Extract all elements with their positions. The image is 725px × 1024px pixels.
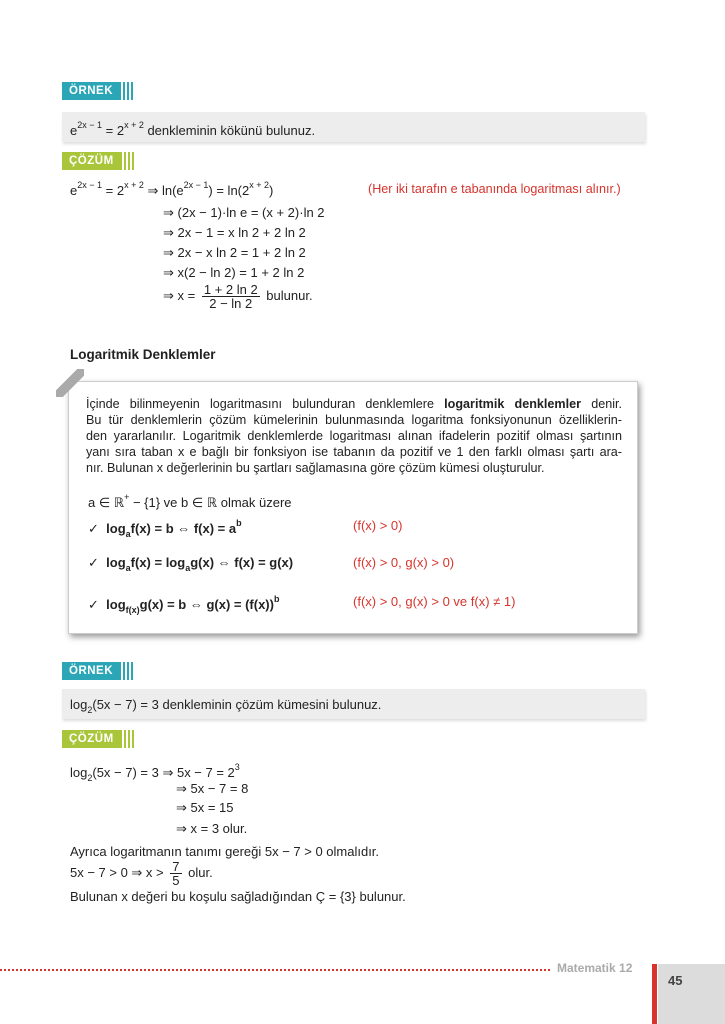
text: e bbox=[70, 183, 78, 198]
text: ⇒ 5x − 7 = 8 bbox=[176, 781, 249, 796]
superscript: 2x − 1 bbox=[77, 180, 103, 190]
solution-badge-label: ÇÖZÜM bbox=[62, 730, 122, 748]
superscript: x + 2 bbox=[249, 180, 269, 190]
rule-formula bbox=[106, 518, 242, 539]
paragraph-line bbox=[86, 412, 622, 428]
text: = 2 bbox=[102, 123, 125, 138]
subscript: 2 bbox=[87, 773, 93, 783]
paragraph-line bbox=[86, 396, 622, 412]
check-icon: ✓ bbox=[88, 597, 99, 612]
example-question bbox=[70, 697, 381, 715]
denominator: 5 bbox=[172, 873, 180, 888]
text: a ∈ ℝ bbox=[88, 495, 125, 510]
text: (5x − 7) = 3 denkleminin çözüm kümesini bulunuz. bbox=[92, 697, 382, 712]
solution-text bbox=[70, 860, 213, 887]
paragraph-line bbox=[86, 428, 622, 444]
definition-paragraph bbox=[86, 396, 622, 476]
solution-line bbox=[70, 180, 273, 199]
bold-text: g(x) = b ⇔ g(x) = (f(x)) bbox=[139, 597, 274, 612]
rule-constraint: (f(x) > 0, g(x) > 0) bbox=[353, 555, 455, 570]
badge-stripes bbox=[124, 730, 134, 748]
solution-line bbox=[163, 265, 304, 281]
badge-stripes bbox=[124, 152, 134, 170]
example-question bbox=[70, 120, 315, 138]
bold-text: f(x) = b ⇔ f(x) = a bbox=[130, 521, 237, 536]
text: = 2 bbox=[102, 183, 125, 198]
numerator: 1 + 2 ln 2 bbox=[203, 282, 258, 297]
text: nır. Bulunan x değerlerinin bu şartları sağlamasına göre çözüm kümesi oluşturulur. bbox=[86, 461, 545, 475]
subscript: f(x) bbox=[125, 605, 140, 615]
bold-text: logaritmik denklemler bbox=[444, 397, 582, 411]
text: log bbox=[70, 765, 88, 780]
condition-line bbox=[88, 492, 292, 511]
text: ⇒ ln(e bbox=[143, 183, 184, 198]
rule-formula bbox=[106, 555, 294, 573]
badge-stripes bbox=[123, 662, 133, 680]
text: Ayrıca logaritmanın tanımı gereği 5x − 7 > 0 olmalıdır. bbox=[70, 844, 380, 859]
solution-line bbox=[163, 205, 325, 221]
fraction bbox=[202, 283, 260, 310]
footer-book-title: Matematik 12 bbox=[557, 961, 633, 975]
fraction bbox=[170, 860, 181, 887]
superscript: b bbox=[273, 594, 280, 604]
text: denkleminin kökünü bulunuz. bbox=[143, 123, 316, 138]
text: (5x − 7) = 3 ⇒ 5x − 7 = 2 bbox=[92, 765, 235, 780]
superscript: b bbox=[236, 518, 242, 528]
bold-text: f(x) = log bbox=[130, 555, 186, 570]
solution-text bbox=[70, 844, 379, 859]
text: olur. bbox=[184, 864, 213, 880]
subscript: 2 bbox=[87, 705, 93, 715]
corner-stripe-decoration bbox=[56, 369, 84, 397]
footer-red-bar bbox=[652, 964, 657, 1024]
text: yanı sıra taban x e bağlı bir fonksiyon ise tabanın da pozitif ve 1 den farklı olması şartı ara- bbox=[86, 445, 622, 459]
text: denir. bbox=[581, 397, 623, 411]
denominator: 2 − ln 2 bbox=[209, 296, 253, 311]
text: ⇒ 5x = 15 bbox=[176, 800, 234, 815]
solution-text bbox=[70, 889, 406, 904]
paragraph-line bbox=[86, 444, 622, 460]
example-badge-label: ÖRNEK bbox=[62, 82, 121, 100]
bold-text: log bbox=[106, 597, 126, 612]
text: 5x − 7 > 0 ⇒ x > bbox=[70, 864, 168, 880]
solution-line bbox=[163, 245, 306, 261]
rule-item bbox=[88, 518, 242, 539]
subscript: a bbox=[125, 563, 131, 573]
text: ) = ln(2 bbox=[208, 183, 250, 198]
text: bulunur. bbox=[262, 287, 313, 303]
superscript: x + 2 bbox=[124, 120, 144, 130]
page-number-box bbox=[658, 964, 725, 1024]
paragraph-line bbox=[86, 460, 622, 476]
section-heading: Logaritmik Denklemler bbox=[70, 347, 216, 362]
solution-line bbox=[70, 762, 240, 783]
superscript: x + 2 bbox=[124, 180, 144, 190]
superscript: 3 bbox=[234, 762, 240, 772]
text: ⇒ x = 3 olur. bbox=[176, 821, 248, 836]
solution-badge bbox=[62, 152, 134, 170]
text: − {1} ve b ∈ ℝ olmak üzere bbox=[129, 495, 292, 510]
text: ⇒ (2x − 1)·ln e = (x + 2)·ln 2 bbox=[163, 205, 325, 220]
page-number: 45 bbox=[668, 973, 683, 988]
rule-constraint: (f(x) > 0) bbox=[353, 518, 403, 533]
solution-line bbox=[163, 225, 306, 241]
text: Bu tür denklemlerin çözüm kümelerinin bulunmasında logaritma fonksiyonunun özelliklerin- bbox=[86, 413, 622, 427]
rule-formula bbox=[106, 594, 280, 615]
text: İçinde bilinmeyenin logaritmasını bulunduran denklemlere bbox=[86, 397, 445, 411]
text: Bulunan x değeri bu koşulu sağladığından Ç = {3} bulunur. bbox=[70, 889, 406, 904]
solution-line bbox=[176, 781, 248, 797]
text: ⇒ 2x − 1 = x ln 2 + 2 ln 2 bbox=[163, 225, 306, 240]
subscript: a bbox=[185, 563, 191, 573]
bold-text: log bbox=[106, 521, 126, 536]
numerator: 7 bbox=[172, 859, 180, 874]
text: log bbox=[70, 697, 88, 712]
check-icon: ✓ bbox=[88, 521, 99, 536]
text: ⇒ x = bbox=[163, 287, 199, 303]
text: ⇒ x(2 − ln 2) = 1 + 2 ln 2 bbox=[163, 265, 305, 280]
example-badge bbox=[62, 82, 133, 100]
rule-item bbox=[88, 555, 293, 573]
superscript: 2x − 1 bbox=[77, 120, 103, 130]
subscript: a bbox=[125, 529, 131, 539]
example-question-box bbox=[62, 689, 645, 719]
superscript: + bbox=[124, 492, 130, 502]
example-question-box bbox=[62, 112, 645, 142]
text: ⇒ 2x − x ln 2 = 1 + 2 ln 2 bbox=[163, 245, 306, 260]
rule-item bbox=[88, 594, 279, 615]
text: ) bbox=[269, 183, 274, 198]
footer-dotted-rule bbox=[0, 969, 550, 971]
example-badge bbox=[62, 662, 133, 680]
rule-constraint: (f(x) > 0, g(x) > 0 ve f(x) ≠ 1) bbox=[353, 594, 516, 609]
text: e bbox=[70, 123, 78, 138]
bold-text: log bbox=[106, 555, 126, 570]
solution-note: (Her iki tarafın e tabanında logaritması alınır.) bbox=[368, 182, 621, 196]
solution-line bbox=[176, 821, 247, 837]
solution-badge-label: ÇÖZÜM bbox=[62, 152, 122, 170]
solution-badge bbox=[62, 730, 134, 748]
check-icon: ✓ bbox=[88, 555, 99, 570]
badge-stripes bbox=[123, 82, 133, 100]
bold-text: g(x) ⇔ f(x) = g(x) bbox=[190, 555, 294, 570]
text: den yararlanılır. Logaritmik denklemlerde logaritması alınan ifadelerin pozitif olması şartının bbox=[86, 429, 622, 443]
solution-line bbox=[163, 283, 313, 310]
definition-box bbox=[68, 381, 638, 634]
example-badge-label: ÖRNEK bbox=[62, 662, 121, 680]
solution-line bbox=[176, 800, 234, 816]
superscript: 2x − 1 bbox=[183, 180, 209, 190]
